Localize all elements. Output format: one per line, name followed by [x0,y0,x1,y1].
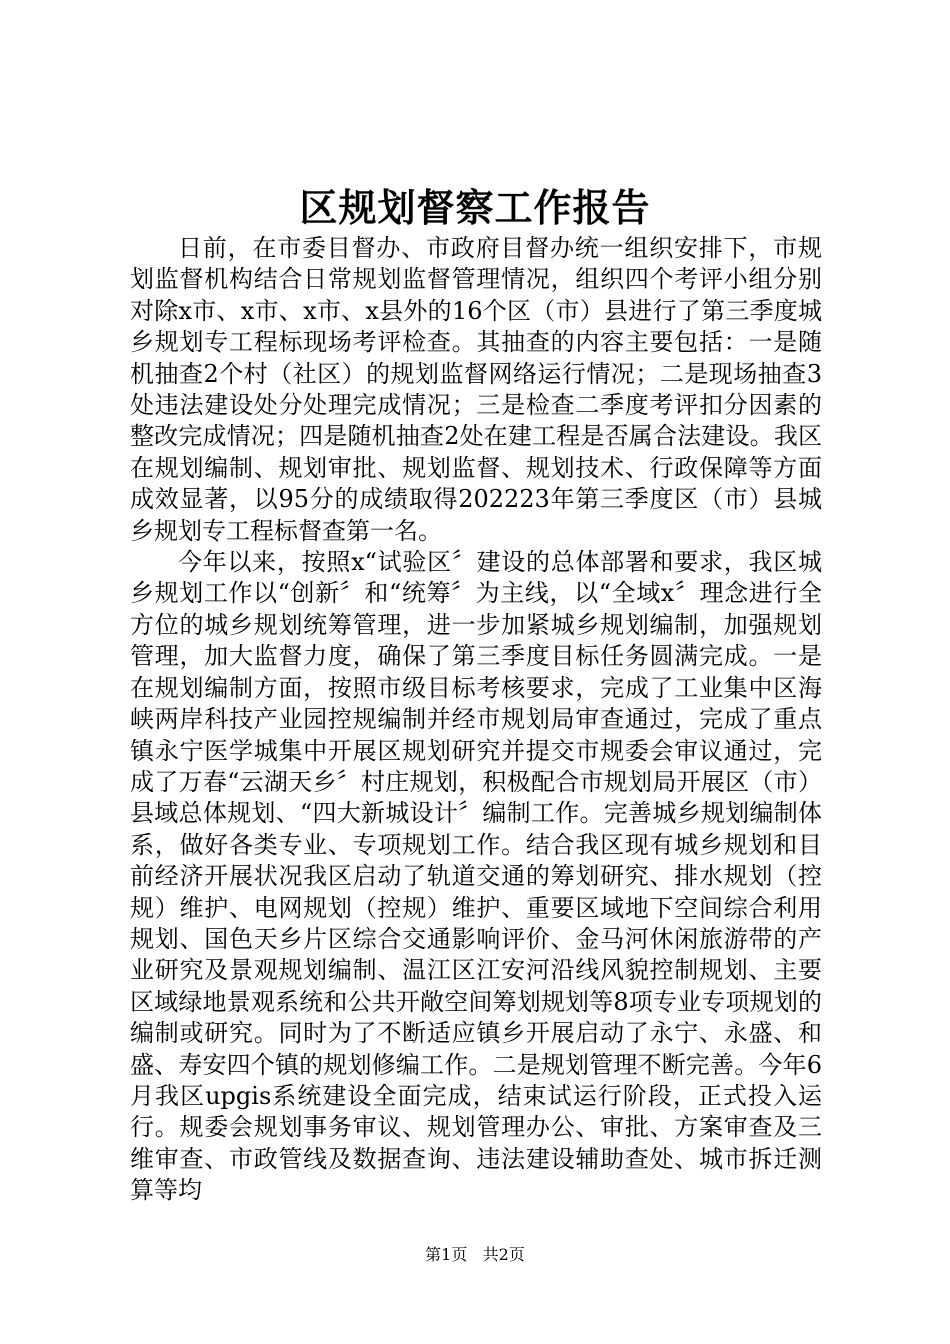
page-separator [472,1245,477,1264]
page-total: 共2页 [482,1245,525,1264]
paragraph-1: 日前，在市委目督办、市政府目督办统一组织安排下，市规划监督机构结合日常规划监督管理情况，组织四个考评小组分别对除x市、x市、x市、x县外的16个区（市）县进行了第三季度城乡规划专工程标现场考评检查。其抽查的内容主要包括：一是随机抽查2个村（社区）的规划监督网络运行情况；二是现场抽查3处违法建设处分处理完成情况；三是检查二季度考评扣分因素的整改完成情况；四是随机抽查2处在建工程是否属合法建设。我区在规划编制、规划审批、规划监督、规划技术、行政保障等方面成效显著，以95分的成绩取得202223年第三季度区（市）县城乡规划专工程标督查第一名。 [130,234,822,545]
paragraph-2: 今年以来，按照x“试验区〞建设的总体部署和要求，我区城乡规划工作以“创新〞和“统筹〞为主线，以“全域x〞理念进行全方位的城乡规划统筹管理，进一步加紧城乡规划编制，加强规划管理，加大监督力度，确保了第三季度目标任务圆满完成。一是在规划编制方面，按照市级目标考核要求，完成了工业集中区海峡两岸科技产业园控规编制并经市规划局审查通过，完成了重点镇永宁医学城集中开展区规划研究并提交市规委会审议通过，完成了万春“云湖天乡〞村庄规划，积极配合市规划局开展区（市）县域总体规划、“四大新城设计〞编制工作。完善城乡规划编制体系，做好各类专业、专项规划工作。结合我区现有城乡规划和目前经济开展状况我区启动了轨道交通的筹划研究、排水规划（控规）维护、电网规划（控规）维护、重要区域地下空间综合利用规划、国色天乡片区综合交通影响评价、金马河休闲旅游带的产业研究及景观规划编制、温江区江安河沿线风貌控制规划、主要区域绿地景观系统和公共开敞空间筹划规划等8项专业专项规划的编制或研究。同时为了不断适应镇乡开展启动了永宁、永盛、和盛、寿安四个镇的规划修编工作。二是规划管理不断完善。今年6月我区upgis系统建设全面完成，结束试运行阶段，正式投入运行。规委会规划事务审议、规划管理办公、审批、方案审查及三维审查、市政管线及数据查询、违法建设辅助查处、城市拆迁测算等均 [130,548,822,1205]
document-body [130,233,822,1207]
document-title: 区规划督察工作报告 [299,185,651,230]
page-footer [0,1243,950,1267]
page-number: 第1页 [425,1245,468,1264]
